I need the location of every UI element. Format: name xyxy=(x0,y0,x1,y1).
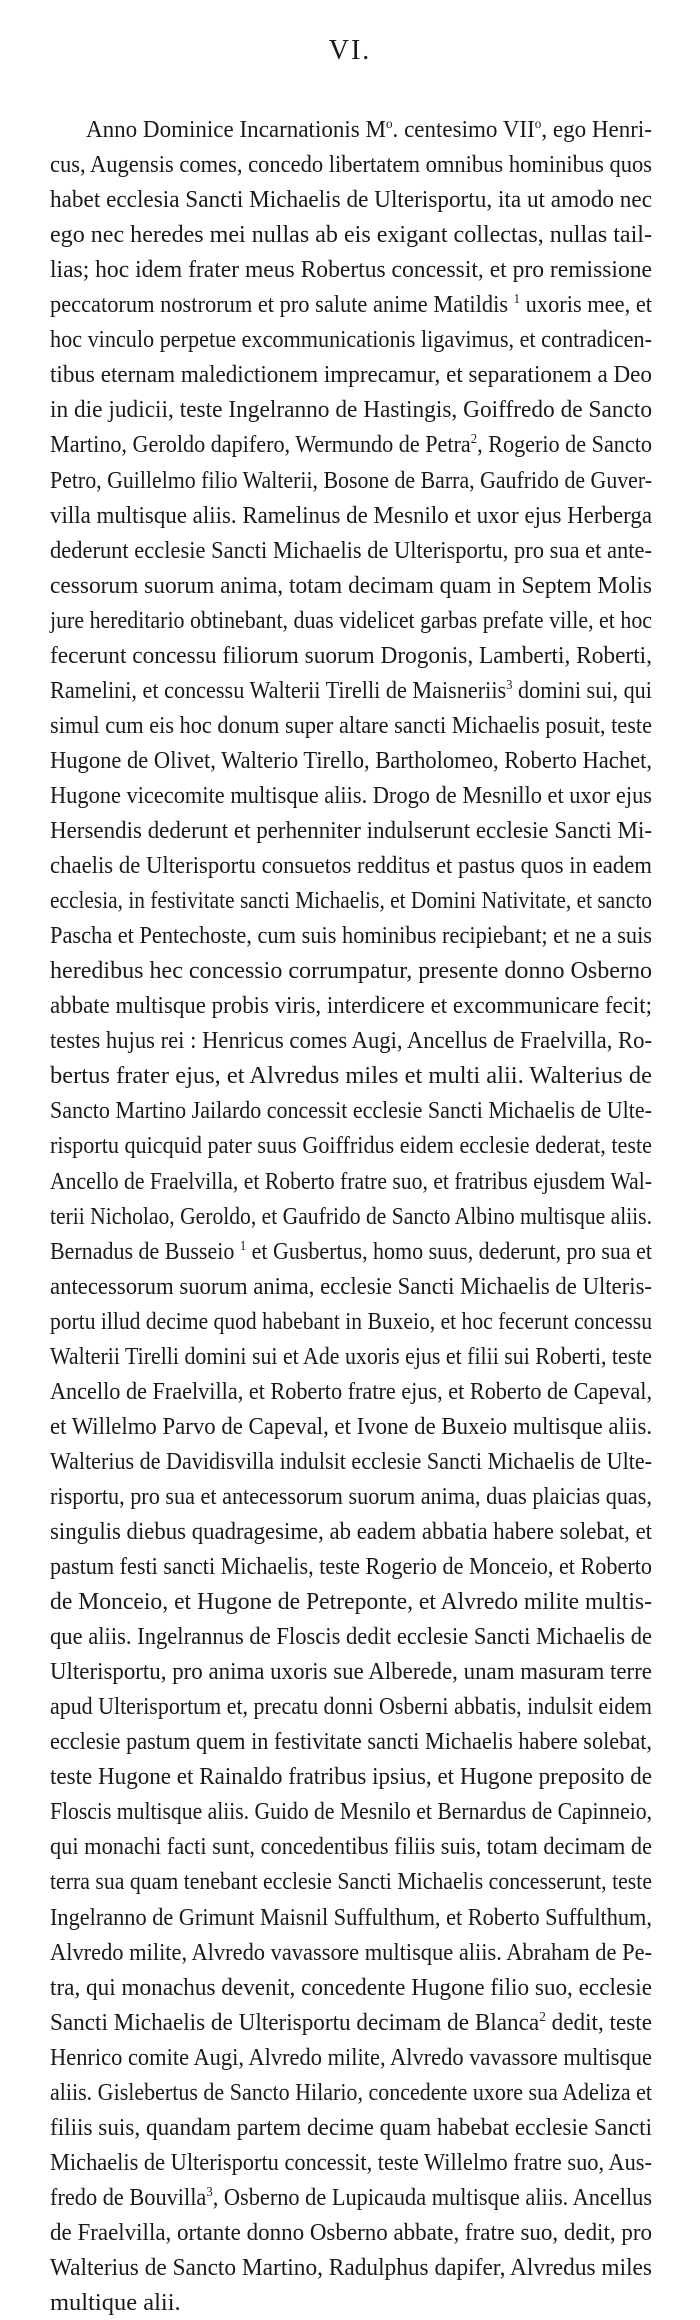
text-line xyxy=(50,883,700,918)
text-run: Hugone vicecomite multisque aliis. Drogo de Mesnillo et uxor ejus xyxy=(50,782,653,809)
text-line xyxy=(50,1724,700,1759)
text-line xyxy=(50,1479,700,1514)
text-run: bertus frater ejus, et Alvredus miles et multi alii. Walterius de xyxy=(50,1062,652,1089)
text-run: cessorum suorum anima, totam decimam quam in Septem Molis xyxy=(50,572,653,599)
text-run: et Willelmo Parvo de Capeval, et Ivone de Buxeio multisque aliis. xyxy=(50,1413,653,1440)
text-line xyxy=(50,1864,700,1899)
text-line xyxy=(50,252,676,287)
text-line xyxy=(50,568,681,603)
text-line-content xyxy=(50,883,652,918)
text-line xyxy=(50,1269,699,1304)
text-line-content xyxy=(50,1794,652,1829)
text-line-content xyxy=(50,1199,652,1234)
text-line-content xyxy=(50,743,652,778)
text-line xyxy=(50,953,663,988)
text-line-content xyxy=(50,1479,652,1514)
text-line xyxy=(50,2250,682,2285)
text-line xyxy=(50,1970,686,2005)
text-run: testes hujus rei : Henricus comes Augi, Ancellus de Fraelvilla, Ro- xyxy=(50,1027,652,1054)
text-run: qui monachi facti sunt, concedentibus filiis suis, totam decimam de xyxy=(50,1833,653,1860)
text-line-content xyxy=(50,1409,652,1444)
text-line xyxy=(50,1374,700,1409)
text-line-content xyxy=(50,1269,652,1304)
text-line xyxy=(50,427,700,462)
text-line xyxy=(50,603,700,638)
text-line-content xyxy=(50,1724,652,1759)
text-run: in die judicii, teste Ingelranno de Hastingis, Goiffredo de Sancto xyxy=(50,396,653,423)
text-run: fecerunt concessu filiorum suorum Drogonis, Lamberti, Roberti, xyxy=(50,642,653,669)
text-line xyxy=(50,2180,700,2215)
text-line xyxy=(50,2285,181,2320)
text-line-content xyxy=(50,1093,652,1128)
text-line xyxy=(50,1058,652,1093)
text-line xyxy=(86,112,688,147)
text-line xyxy=(50,1128,700,1163)
text-line-content xyxy=(50,2005,652,2040)
text-run: . centesimo VII xyxy=(392,116,535,143)
text-line-content xyxy=(50,2250,652,2285)
text-line-content xyxy=(50,357,652,392)
text-run: multique alii. xyxy=(50,2289,181,2316)
text-run: risportu, pro sua et antecessorum suorum anima, duas plaicias quas, xyxy=(50,1483,652,1510)
text-line-content xyxy=(50,2180,652,2215)
text-line-content xyxy=(50,813,652,848)
text-line xyxy=(50,1619,700,1654)
text-run: Walterii Tirelli domini sui et Ade uxoris ejus et filii sui Roberti, teste xyxy=(50,1343,653,1370)
text-run: abbate multisque probis viris, interdicere et excommunicare fecit; xyxy=(50,992,653,1019)
text-line-content xyxy=(50,1444,652,1479)
text-run: teste Hugone et Rainaldo fratribus ipsius, et Hugone preposito de xyxy=(50,1763,652,1790)
charter-number-heading: VI. xyxy=(328,35,372,66)
text-line-content xyxy=(50,427,652,462)
text-line-content xyxy=(50,2145,652,2180)
text-line xyxy=(50,1935,700,1970)
text-line xyxy=(50,357,689,392)
text-run: portu illud decime quod habebant in Buxeio, et hoc fecerunt concessu xyxy=(50,1308,652,1335)
text-line xyxy=(50,1584,674,1619)
text-run: lias; hoc idem frater meus Robertus concessit, et pro remissione xyxy=(50,256,652,283)
text-line xyxy=(50,778,700,813)
text-line-content xyxy=(50,1549,652,1584)
text-run: villa multisque aliis. Ramelinus de Mesnilo et uxor ejus Herberga xyxy=(50,502,653,529)
text-line-content xyxy=(50,1164,652,1199)
text-line-content xyxy=(50,2040,652,2075)
text-run: dederunt ecclesie Sancti Michaelis de Ulterisportu, pro sua et ante- xyxy=(50,537,652,564)
text-line-content xyxy=(50,2289,181,2316)
text-line xyxy=(50,1759,690,1794)
text-run: , ego Henri- xyxy=(541,116,652,143)
text-line-content xyxy=(50,673,652,708)
text-line-content xyxy=(50,778,652,813)
text-run: Floscis multisque aliis. Guido de Mesnilo et Bernardus de Capinneio, xyxy=(50,1798,653,1825)
text-line-content xyxy=(50,182,652,217)
footnote-marker: o xyxy=(534,116,542,132)
text-line xyxy=(50,498,693,533)
text-line xyxy=(50,1514,698,1549)
text-line-content xyxy=(50,1234,652,1269)
text-line xyxy=(50,287,700,322)
text-run: pastum festi sancti Michaelis, teste Rogerio de Monceio, et Roberto xyxy=(50,1553,652,1580)
text-run: terii Nicholao, Geroldo, et Gaufrido de Sancto Albino multisque aliis. xyxy=(50,1203,652,1230)
text-run: Ulterisportu, pro anima uxoris sue Alberede, unam masuram terre xyxy=(50,1658,652,1685)
text-line-content xyxy=(50,1023,652,1058)
text-line xyxy=(50,1023,700,1058)
text-run: apud Ulterisportum et, precatu donni Osberni abbatis, indulsit eidem xyxy=(50,1693,652,1720)
text-run: uxoris mee, et xyxy=(520,291,653,318)
text-run: antecessorum suorum anima, ecclesie Sancti Michaelis de Ulteris- xyxy=(50,1273,652,1300)
text-line-content xyxy=(50,2075,652,2110)
text-run: et Gusbertus, homo suus, dederunt, pro sua et xyxy=(246,1238,652,1265)
text-run: cus, Augensis comes, concedo libertatem omnibus hominibus quos xyxy=(50,151,653,178)
text-line xyxy=(50,1199,700,1234)
text-line xyxy=(50,1339,700,1374)
text-line xyxy=(50,1234,700,1269)
text-line-content xyxy=(50,1304,652,1339)
text-run: tra, qui monachus devenit, concedente Hugone filio suo, ecclesie xyxy=(50,1974,653,2001)
text-run: dedit, teste xyxy=(545,2009,653,2036)
text-line xyxy=(50,1304,700,1339)
text-line-content xyxy=(50,1900,652,1935)
text-run: ecclesia, in festivitate sancti Michaelis, et Domini Nativitate, et sancto xyxy=(50,887,652,914)
text-run: , Rogerio de Sancto xyxy=(477,431,652,458)
text-line-content xyxy=(50,1374,652,1409)
text-run: risportu quicquid pater suus Goiffridus eidem ecclesie dederat, teste xyxy=(50,1132,652,1159)
footnote-marker: 1 xyxy=(513,291,521,307)
text-run: Sancti Michaelis de Ulterisportu decimam de Blanca xyxy=(50,2009,540,2036)
text-line-content xyxy=(50,322,652,357)
text-run: peccatorum nostrorum et pro salute anime Matildis xyxy=(50,291,514,318)
text-line xyxy=(50,1900,700,1935)
text-run: hoc vinculo perpetue excommunicationis ligavimus, et contradicen- xyxy=(50,326,653,353)
text-line-content xyxy=(50,568,652,603)
text-line-content xyxy=(50,1654,652,1689)
text-line-content xyxy=(50,392,652,427)
text-line-content xyxy=(50,2215,652,2250)
text-run: Bernadus de Busseio xyxy=(50,1238,240,1265)
text-line xyxy=(50,918,700,953)
footnote-marker: 3 xyxy=(506,677,513,693)
text-line xyxy=(50,2215,692,2250)
text-line-content xyxy=(50,988,652,1023)
text-run: Ancello de Fraelvilla, et Roberto fratre suo, et fratribus ejusdem Wal- xyxy=(50,1168,653,1195)
text-line-content xyxy=(50,147,652,182)
text-line-content xyxy=(50,217,652,252)
text-line xyxy=(50,392,682,427)
text-run: Petro, Guillelmo filio Walterii, Bosone de Barra, Gaufrido de Guver- xyxy=(50,467,653,494)
text-run: terra sua quam tenebant ecclesie Sancti Michaelis concesserunt, teste xyxy=(50,1868,653,1895)
text-run: de Fraelvilla, ortante donno Osberno abbate, fratre suo, dedit, pro xyxy=(50,2219,652,2246)
text-line xyxy=(50,2145,700,2180)
text-line-content xyxy=(50,918,652,953)
text-run: Anno Dominice Incarnationis M xyxy=(86,116,386,143)
text-line xyxy=(50,182,685,217)
text-line-content xyxy=(50,2110,652,2145)
text-line xyxy=(50,1093,700,1128)
text-line-content xyxy=(50,1759,652,1794)
text-run: habet ecclesia Sancti Michaelis de Ulterisportu, ita ut amodo nec xyxy=(50,186,652,213)
text-run: singulis diebus quadragesime, ab eadem abbatia habere solebat, et xyxy=(50,1518,653,1545)
text-line-content xyxy=(50,1689,652,1724)
text-line xyxy=(50,2040,700,2075)
text-line xyxy=(50,638,682,673)
text-run: Hersendis dederunt et perhenniter indulserunt ecclesie Sancti Mi- xyxy=(50,817,653,844)
text-run: tibus eternam maledictionem imprecamur, et separationem a Deo xyxy=(50,361,652,388)
text-line-content xyxy=(50,1829,652,1864)
text-run: Ramelini, et concessu Walterii Tirelli de Maisneriis xyxy=(50,677,507,704)
text-run: Michaelis de Ulterisportu concessit, teste Willelmo fratre suo, Aus- xyxy=(50,2149,652,2176)
text-line xyxy=(50,988,694,1023)
text-line xyxy=(50,463,700,498)
text-line-content xyxy=(86,112,652,147)
text-line-content xyxy=(50,708,652,743)
text-run: de Monceio, et Hugone de Petreponte, et Alvredo milite multis- xyxy=(50,1588,652,1615)
text-line xyxy=(50,708,700,743)
footnote-marker: 2 xyxy=(539,2009,546,2025)
footnote-marker: 3 xyxy=(206,2184,213,2200)
text-line-content xyxy=(50,287,652,322)
text-run: Martino, Geroldo dapifero, Wermundo de Petra xyxy=(50,431,471,458)
text-line xyxy=(50,1829,700,1864)
text-run: domini sui, qui xyxy=(512,677,652,704)
text-line-content xyxy=(50,1584,652,1619)
text-line-content xyxy=(50,1128,652,1163)
text-line xyxy=(50,533,700,568)
text-line-content xyxy=(50,603,652,638)
text-line-content xyxy=(50,638,652,673)
text-line xyxy=(50,1444,700,1479)
text-line xyxy=(50,848,698,883)
text-line-content xyxy=(50,953,652,988)
text-line xyxy=(50,813,692,848)
text-line-content xyxy=(50,1514,652,1549)
text-line xyxy=(50,2110,686,2145)
text-line xyxy=(50,1164,700,1199)
text-line-content xyxy=(50,533,652,568)
footnote-marker: 2 xyxy=(470,431,478,447)
text-run: Sancto Martino Jailardo concessit ecclesie Sancti Michaelis de Ulte- xyxy=(50,1097,652,1124)
text-run: ego nec heredes mei nullas ab eis exigant collectas, nullas tail- xyxy=(50,221,652,248)
text-line xyxy=(50,1409,698,1444)
text-run: Hugone de Olivet, Walterio Tirello, Bartholomeo, Roberto Hachet, xyxy=(50,747,652,774)
text-run: aliis. Gislebertus de Sancto Hilario, concedente uxore sua Adeliza et xyxy=(50,2079,652,2106)
text-run: Henrico comite Augi, Alvredo milite, Alvredo vavassore multisque xyxy=(50,2044,652,2071)
text-line xyxy=(50,1794,700,1829)
text-run: Ingelranno de Grimunt Maisnil Suffulthum, et Roberto Suffulthum, xyxy=(50,1904,652,1931)
text-run: , Osberno de Lupicauda multisque aliis. Ancellus xyxy=(212,2184,653,2211)
text-line xyxy=(50,743,700,778)
text-line-content xyxy=(50,848,652,883)
text-line xyxy=(50,217,663,252)
text-line-content xyxy=(50,1062,652,1089)
text-line-content xyxy=(50,1970,652,2005)
text-line xyxy=(50,673,700,708)
text-line-content xyxy=(50,1339,652,1374)
text-run: simul cum eis hoc donum super altare sancti Michaelis posuit, teste xyxy=(50,712,653,739)
text-run: ecclesie pastum quem in festivitate sancti Michaelis habere solebat, xyxy=(50,1728,652,1755)
text-run: jure hereditario obtinebant, duas videlicet garbas prefate ville, et hoc xyxy=(50,607,653,634)
text-line xyxy=(50,322,700,357)
text-line xyxy=(50,147,700,182)
text-line xyxy=(50,2005,686,2040)
text-run: Pascha et Pentechoste, cum suis hominibus recipiebant; et ne a suis xyxy=(50,922,653,949)
text-line-content xyxy=(50,1864,652,1899)
text-run: que aliis. Ingelrannus de Floscis dedit ecclesie Sancti Michaelis de xyxy=(50,1623,653,1650)
text-line xyxy=(50,1654,694,1689)
text-run: Walterius de Davidisvilla indulsit ecclesie Sancti Michaelis de Ulte- xyxy=(50,1448,653,1475)
footnote-marker: o xyxy=(385,116,393,132)
text-run: Walterius de Sancto Martino, Radulphus dapifer, Alvredus miles xyxy=(50,2254,653,2281)
text-line-content xyxy=(50,1935,652,1970)
text-run: Ancello de Fraelvilla, et Roberto fratre ejus, et Roberto de Capeval, xyxy=(50,1378,653,1405)
text-run: fredo de Bouvilla xyxy=(50,2184,207,2211)
text-line-content xyxy=(50,252,652,287)
text-line xyxy=(50,1549,700,1584)
footnote-marker: 1 xyxy=(239,1238,247,1254)
text-run: Alvredo milite, Alvredo vavassore multisque aliis. Abraham de Pe- xyxy=(50,1939,653,1966)
text-run: heredibus hec concessio corrumpatur, presente donno Osberno xyxy=(50,957,653,984)
text-run: chaelis de Ulterisportu consuetos redditus et pastus quos in eadem xyxy=(50,852,653,879)
text-line-content xyxy=(50,463,652,498)
text-line xyxy=(50,1689,700,1724)
text-line-content xyxy=(50,498,652,533)
text-run: filiis suis, quandam partem decime quam habebat ecclesie Sancti xyxy=(50,2114,653,2141)
text-line xyxy=(50,2075,700,2110)
text-line-content xyxy=(50,1619,652,1654)
